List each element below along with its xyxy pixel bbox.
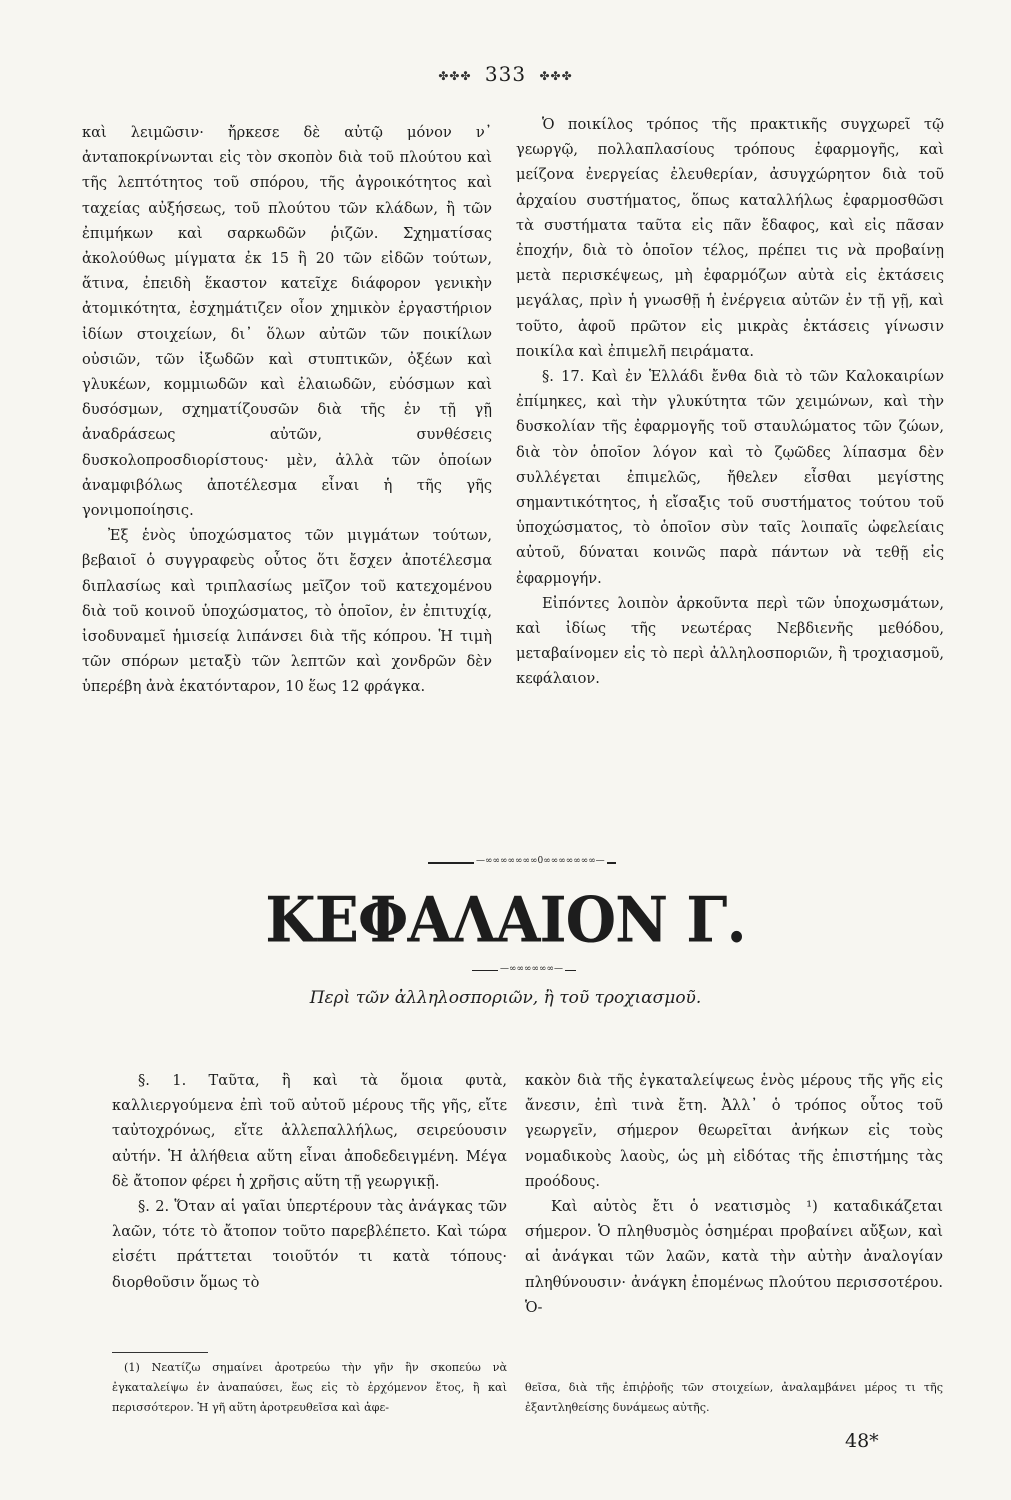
- paragraph: §. 2. Ὅταν αἱ γαῖαι ὑπερτέρουν τὰς ἀνάγκας τῶν λαῶν, τότε τὸ ἄτοπον τοῦτο παρεβλέπετο. Καὶ τώρα εἰσέτι πράττεται τοιοῦτόν τι κατὰ τόπους· διορθοῦσιν ὅμως τὸ: [112, 1198, 507, 1291]
- ornament-left-icon: ✤✤✤: [438, 68, 472, 83]
- chapter-subtitle: Περὶ τῶν ἀλληλοσποριῶν, ἢ τοῦ τροχιασμοῦ.: [309, 988, 702, 1008]
- paragraph: §. 17. Καὶ ἐν Ἑλλάδι ἔνθα διὰ τὸ τῶν Καλοκαιρίων ἐπίμηκες, καὶ τὴν γλυκύτητα τῶν χειμώνων, καὶ τὴν δυσκολίαν τῆς ἐφαρμογῆς τοῦ σταυλώματος τῶν ζώων, διὰ τὸν ὁποῖον λόγον καὶ τὸ ζῳῶδες λίπασμα δὲν συλλέγεται ἐπιμελῶς, ἤθελεν εἶσθαι μεγίστης σημαντικότητος, ἡ εἴσαξις τοῦ συστήματος τούτου τοῦ ὑποχώσματος, τὸ ὁποῖον σὺν ταῖς λοιπαῖς ὠφελείαις αὐτοῦ, δύναται κοινῶς παρὰ πάντων νὰ τεθῇ εἰς ἐφαρμογήν.: [516, 368, 944, 587]
- chapter-ornament-bottom: —∞∞∞∞∞∞—: [500, 964, 563, 974]
- paragraph: Καὶ αὐτὸς ἔτι ὁ νεατισμὸς ¹) καταδικάζεται σήμερον. Ὁ πληθυσμὸς ὁσημέραι προβαίνει αὔξων, καὶ αἱ ἀνάγκαι τῶν λαῶν, κατὰ τὴν αὐτὴν ἀναλογίαν πληθύνουσιν· ἀνάγκη ἐπομένως πλούτου περισσοτέρου. Ὁ-: [525, 1198, 943, 1316]
- ornament-right-icon: ✤✤✤: [539, 68, 573, 83]
- bottom-left-column: [112, 1068, 507, 1295]
- footnote-right: θεῖσα, διὰ τῆς ἐπιῤῥοῆς τῶν στοιχείων, ἀναλαμβάνει μέρος τι τῆς ἐξαντληθείσης δυνάμεως αὐτῆς.: [525, 1381, 943, 1414]
- chapter-heading: ΚΕΦΑΛΑΙΟΝ Γ.: [265, 883, 746, 957]
- paragraph: Ὁ ποικίλος τρόπος τῆς πρακτικῆς συγχωρεῖ τῷ γεωργῷ, πολλαπλασίους τρόπους ἐφαρμογῆς, καὶ μείζονα ἐνεργείας ἐλευθερίαν, ἀσυγχώρητον διὰ τοῦ ἀρχαίου συστήματος, ὅπως καταλλήλως ἐφαρμοσθῶσι τὰ συστήματα ταῦτα εἰς πᾶν ἔδαφος, καὶ εἰς πᾶσαν ἐποχήν, διὰ τὸ ὁποῖον τέλος, πρέπει τις νὰ προβαίνῃ μετὰ περισκέψεως, μὴ ἐφαρμόζων αὐτὰ εἰς ἐκτάσεις μεγάλας, πρὶν ἡ γνωσθῇ ἡ ἐνέργεια αὐτῶν ἐν τῇ γῇ, καὶ τοῦτο, ἀφοῦ πρῶτον εἰς μικρὰς ἐκτάσεις γίνωσιν ποικίλα καὶ ἐπιμελῆ πειράματα.: [516, 116, 944, 360]
- bottom-right-column: [525, 1068, 943, 1320]
- paragraph: §. 1. Ταῦτα, ἢ καὶ τὰ ὅμοια φυτὰ, καλλιεργούμενα ἐπὶ τοῦ αὐτοῦ μέρους τῆς γῆς, εἴτε ταὐτοχρόνως, εἴτε ἀλλεπαλλήλως, σειρεύουσιν αὐτήν. Ἡ ἀλήθεια αὕτη εἶναι ἀποδεδειγμένη. Μέγα δὲ ἄτοπον φέρει ἡ χρῆσις αὕτη τῇ γεωργικῇ.: [112, 1072, 507, 1190]
- signature-mark: 48*: [845, 1430, 879, 1452]
- paragraph: Ἐξ ἑνὸς ὑποχώσματος τῶν μιγμάτων τούτων, βεβαιοῖ ὁ συγγραφεὺς οὗτος ὅτι ἔσχεν ἀποτέλεσμα διπλασίως καὶ τριπλασίως μεῖζον τοῦ κατεχομένου διὰ τοῦ κοινοῦ ὑποχώσματος, τὸ ὁποῖον, ἐν ἐπιτυχίᾳ, ἰσοδυναμεῖ ἡμισείᾳ λιπάνσει διὰ τῆς κόπρου. Ἡ τιμὴ τῶν σπόρων μεταξὺ τῶν λεπτῶν καὶ χονδρῶν δὲν ὑπερέβη ἀνὰ ἑκατόνταρον, 10 ἕως 12 φράγκα.: [82, 527, 492, 696]
- footnote-left: (1) Νεατίζω σημαίνει ἀροτρεύω τὴν γῆν ἣν σκοπεύω νὰ ἐγκαταλείψω ἐν ἀναπαύσει, ἕως εἰς τὸ ἐρχόμενον ἔτος, ἢ καὶ περισσότερον. Ἡ γῆ αὕτη ἀροτρευθεῖσα καὶ ἀφε-: [112, 1361, 507, 1414]
- paragraph: κακὸν διὰ τῆς ἐγκαταλείψεως ἑνὸς μέρους τῆς γῆς εἰς ἄνεσιν, ἐπὶ τινὰ ἔτη. Ἀλλ᾽ ὁ τρόπος οὗτος τοῦ γεωργεῖν, σήμερον θεωρεῖται ἀνήκων εἰς τοὺς νομαδικοὺς λαοὺς, ὡς μὴ εἰδότας τῆς ἐπιστήμης τὰς προόδους.: [525, 1072, 943, 1190]
- footnote-divider: [112, 1352, 208, 1353]
- page-header: [0, 62, 1011, 86]
- page-number: 333: [484, 62, 527, 86]
- top-left-column: [82, 120, 492, 700]
- chapter-ornament-top: —∞∞∞∞∞∞∞0∞∞∞∞∞∞∞—: [476, 856, 605, 866]
- top-right-column: [516, 112, 944, 692]
- paragraph: καὶ λειμῶσιν· ἤρκεσε δὲ αὐτῷ μόνον ν᾽ ἀνταποκρίνωνται εἰς τὸν σκοπὸν διὰ τοῦ πλούτου καὶ τῆς λεπτότητος τοῦ σπόρου, τῆς ἀγροικότητος καὶ ταχείας αὐξήσεως, τοῦ πλούτου τῶν κλάδων, ἢ τῶν ἐπιμήκων καὶ σαρκωδῶν ῥιζῶν. Σχηματίσας ἀκολούθως μίγματα ἐκ 15 ἢ 20 τῶν εἰδῶν τούτων, ἅτινα, ἐπειδὴ ἕκαστον κατεῖχε διάφορον γενικὴν ἀτομικότητα, ἐσχημάτιζεν οἷον χημικὸν ἐργαστήριον ἰδίων στοιχείων, δι᾽ ὅλων αὐτῶν τῶν ποικίλων οὐσιῶν, τῶν ἰξωδῶν καὶ στυπτικῶν, ὀξέων καὶ γλυκέων, κομμιωδῶν καὶ ἐλαιωδῶν, εὐόσμων καὶ δυσόσμων, σχηματίζουσῶν διὰ τῆς ἐν τῇ γῇ ἀναδράσεως αὐτῶν, συνθέσεις δυσκολοπροσδιορίστους· μὲν, ἀλλὰ τῶν ὁποίων ἀναμφιβόλως ἀποτέλεσμα εἶναι ἡ τῆς γῆς γονιμοποίησις.: [82, 124, 492, 520]
- paragraph: Εἰπόντες λοιπὸν ἀρκοῦντα περὶ τῶν ὑποχωσμάτων, καὶ ἰδίως τῆς νεωτέρας Νεβδιενῆς μεθόδου, μεταβαίνομεν εἰς τὸ περὶ ἀλληλοσποριῶν, ἢ τροχιασμοῦ, κεφάλαιον.: [516, 594, 944, 688]
